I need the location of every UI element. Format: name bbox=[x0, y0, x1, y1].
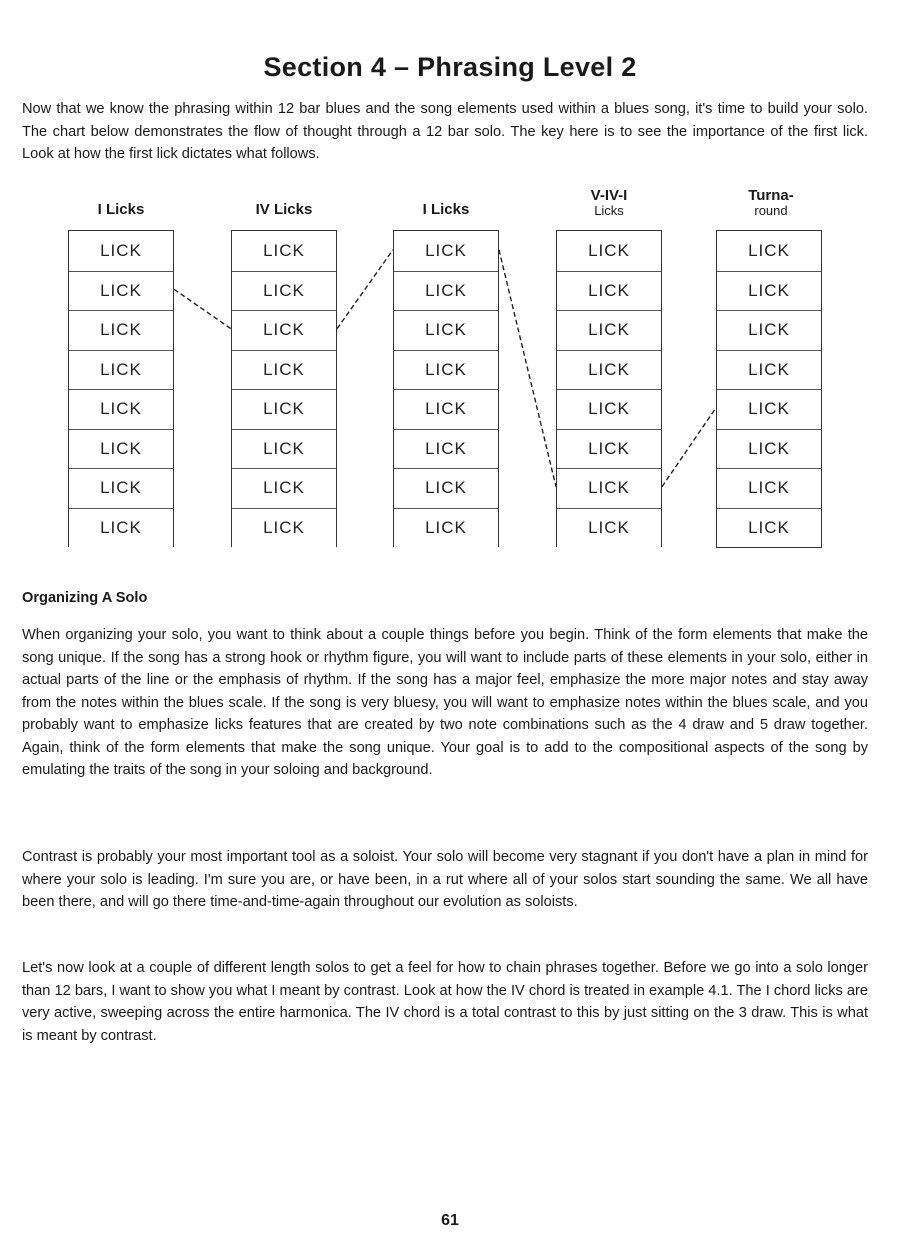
column-label: I Licks bbox=[422, 201, 470, 218]
lick-cell: LICK bbox=[232, 350, 336, 390]
page-number: 61 bbox=[441, 1212, 459, 1229]
lick-cell: LICK bbox=[394, 429, 498, 469]
column-sublabel: Licks bbox=[594, 203, 624, 218]
lick-cell: LICK bbox=[232, 271, 336, 311]
connector-line-2 bbox=[337, 250, 393, 329]
lick-cell: LICK bbox=[69, 429, 173, 469]
paragraph-contrast: Contrast is probably your most important tool as a soloist. Your solo will become very stagnant if you don't have a plan in mind for where your solo is leading. I'm sure you are, or have been, in a rut where all of your solos start sounding the same. We all have been there, and will go there time-and-time-again throughout our evolution as soloists. bbox=[22, 849, 868, 910]
lick-cell: LICK bbox=[557, 350, 661, 390]
lick-cell: LICK bbox=[717, 310, 821, 350]
lick-cell: LICK bbox=[232, 389, 336, 429]
paragraph-chaining: Let's now look at a couple of different length solos to get a feel for how to chain phrases together. Before we go into a solo longer than 12 bars, I want to show you what I meant by contrast. Look at how the IV chord is treated in example 4.1. The I chord licks are very active, sweeping across the entire harmonica. The IV chord is a total contrast to this by just sitting on the 3 draw. This is what is meant by contrast. bbox=[22, 960, 868, 1044]
lick-cell: LICK bbox=[69, 271, 173, 311]
lick-cell: LICK bbox=[557, 508, 661, 548]
lick-cell: LICK bbox=[232, 508, 336, 548]
lick-cell: LICK bbox=[717, 508, 821, 548]
section-heading: Organizing A Solo bbox=[22, 590, 148, 606]
lick-cell: LICK bbox=[425, 240, 467, 260]
lick-cell: LICK bbox=[232, 429, 336, 469]
lick-cell: LICK bbox=[557, 310, 661, 350]
lick-cell: LICK bbox=[394, 310, 498, 350]
lick-flow-diagram bbox=[0, 180, 900, 555]
lick-cell: LICK bbox=[717, 271, 821, 311]
lick-cell: LICK bbox=[557, 271, 661, 311]
lick-cell: LICK bbox=[69, 350, 173, 390]
lick-cell: LICK bbox=[394, 468, 498, 508]
lick-cell: LICK bbox=[69, 389, 173, 429]
lick-cell: LICK bbox=[717, 350, 821, 390]
lick-cell: LICK bbox=[69, 508, 173, 548]
lick-cell: LICK bbox=[69, 468, 173, 508]
lick-cell: LICK bbox=[717, 468, 821, 508]
lick-cell: LICK bbox=[394, 350, 498, 390]
lick-cell: LICK bbox=[717, 389, 821, 429]
lick-cell: LICK bbox=[263, 240, 305, 260]
column-sublabel: round bbox=[754, 203, 788, 218]
page-title: Section 4 – Phrasing Level 2 bbox=[263, 52, 637, 82]
lick-cell: LICK bbox=[557, 468, 661, 508]
lick-cell: LICK bbox=[557, 429, 661, 469]
column-label: Turna- bbox=[748, 187, 794, 204]
intro-paragraph: Now that we know the phrasing within 12 bar blues and the song elements used within a blues song, it's time to build your solo. The chart below demonstrates the flow of thought through a 12 bar solo. The key here is to see the importance of the first lick. Look at how the first lick dictates what follows. bbox=[22, 101, 868, 162]
lick-cell: LICK bbox=[394, 508, 498, 548]
connector-line-1 bbox=[174, 289, 231, 329]
lick-cell: LICK bbox=[717, 429, 821, 469]
lick-cell: LICK bbox=[100, 240, 142, 260]
lick-cell: LICK bbox=[748, 240, 790, 260]
lick-cell: LICK bbox=[232, 310, 336, 350]
column-label: I Licks bbox=[97, 201, 145, 218]
connector-line-3 bbox=[499, 250, 556, 487]
connector-line-4 bbox=[662, 408, 716, 487]
lick-cell: LICK bbox=[232, 468, 336, 508]
lick-connector-lines bbox=[0, 180, 900, 555]
lick-cell: LICK bbox=[557, 389, 661, 429]
lick-cell: LICK bbox=[69, 310, 173, 350]
lick-cell: LICK bbox=[394, 389, 498, 429]
column-label: IV Licks bbox=[255, 201, 313, 218]
column-label: V-IV-I bbox=[590, 187, 628, 204]
lick-cell: LICK bbox=[588, 240, 630, 260]
paragraph-organizing: When organizing your solo, you want to think about a couple things before you begin. Think of the form elements that make the song unique. If the song has a strong hook or rhythm figure, you will want to include parts of these elements in your solo, either in actual parts of the line or the emphasis of rhythm. If the song has a major feel, emphasize the more major notes and stay away from the notes within the blues scale. If the song is very bluesy, you will want to emphasize notes within the blues scale, and you probably want to emphasize licks features that are created by two note combinations such as the 4 draw and 5 draw together. Again, think of the form elements that make the song unique. Your goal is to add to the compositional aspects of the song by emulating the traits of the song in your soloing and background. bbox=[22, 627, 868, 778]
lick-cell: LICK bbox=[394, 271, 498, 311]
